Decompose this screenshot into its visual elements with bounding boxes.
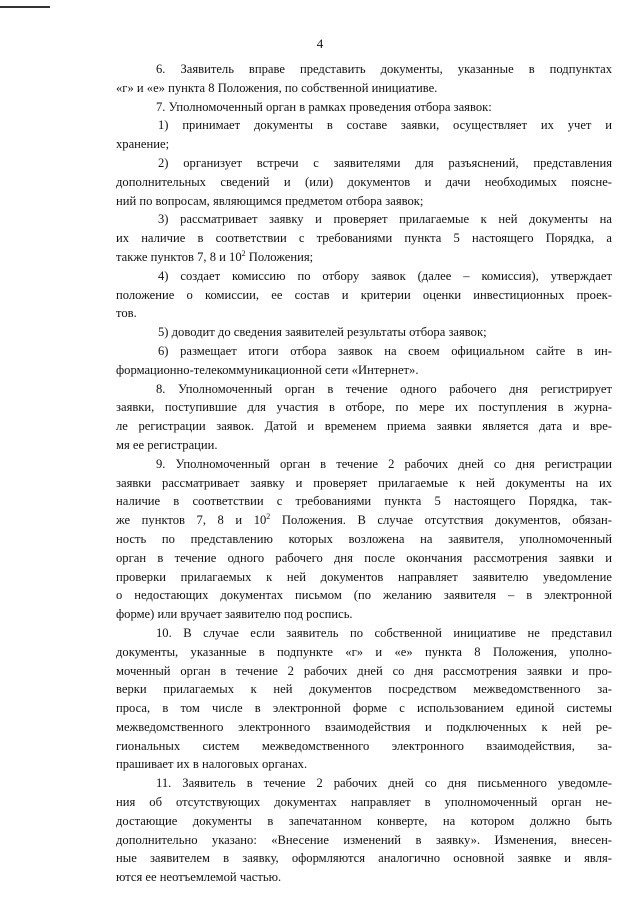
paragraph-11-line-2: ния об отсутствующих документах направляет в уполномоченный орган не- [116, 795, 612, 810]
paragraph-9-line-5: ность по представлению которых возложена на заявителя, уполномоченный [116, 531, 612, 546]
item-7-1-line-2: хранение; [116, 137, 170, 152]
paragraph-10-line-7: гиональных систем межведомственного электронного взаимодействия, за- [116, 738, 612, 753]
paragraph-11-line-6: ются ее неотъемлемой частью. [116, 870, 282, 885]
paragraph-8-line-2: заявки, поступившие для участия в отборе, по мере их поступления в журна- [116, 400, 612, 415]
paragraph-10-line-5: проса, в том числе в электронной форме с использованием единой системы [116, 701, 612, 716]
paragraph-6-line-1: 6. Заявитель вправе представить документы, указанные в подпунктах [156, 62, 612, 76]
paragraph-9-line-8: о недостающих документах письмом (по желанию заявителя – в электронной [116, 588, 612, 603]
item-7-4-line-3: тов. [116, 306, 137, 321]
superscript: 2 [266, 512, 271, 522]
paragraph-11-line-3: достающие документы в запечатанном конверте, на котором должно быть [116, 813, 612, 828]
paragraph-9-line-3: наличие в соответствии с требованиями пункта 5 настоящего Порядка, так- [116, 494, 612, 509]
item-7-3-line-3-text: также пунктов 7, 8 и 10 [116, 249, 242, 264]
item-7-6-line-2: формационно-телекоммуникационной сети «Интернет». [116, 362, 419, 377]
top-rule [0, 6, 50, 8]
paragraph-11-line-5: ные заявителем в заявку, оформляются аналогично основной заявке и явля- [116, 851, 612, 866]
paragraph-8-line-1: 8. Уполномоченный орган в течение одного рабочего дня регистрирует [156, 381, 612, 396]
page-number: 4 [316, 36, 324, 51]
item-7-3-line-3-tail: Положения; [245, 249, 314, 264]
paragraph-9-line-4 [116, 511, 612, 530]
paragraph-9-line-4-tail: Положения. В случае отсутствия документов, обязан- [270, 513, 612, 528]
item-7-4-line-2: положение о комиссии, ее состав и критерии оценки инвестиционных проек- [116, 287, 612, 302]
item-7-6-line-1: 6) размещает итоги отбора заявок на своем официальном сайте в ин- [158, 343, 612, 358]
paragraph-6-line-2: «г» и «е» пункта 8 Положения, по собственной инициативе. [116, 80, 438, 95]
paragraph-9-line-4-text: же пунктов 7, 8 и 10 [116, 513, 267, 528]
paragraph-9-line-6: орган в течение одного рабочего дня после окончания рассмотрения заявки и [116, 550, 612, 565]
item-7-3-line-2: их наличие в соответствии с требованиями пункта 5 настоящего Порядка, а [116, 231, 612, 246]
paragraph-9-line-2: заявки рассматривает заявку и проверяет прилагаемые к ней документы на их [116, 475, 612, 490]
paragraph-9-line-1: 9. Уполномоченный орган в течение 2 рабочих дней со дня регистрации [156, 456, 612, 471]
paragraph-8-line-3: ле регистрации заявок. Датой и временем приема заявки является дата и вре- [116, 419, 612, 434]
item-7-2-line-2: дополнительных сведений и (или) документов и дачи необходимых поясне- [116, 174, 612, 189]
item-7-1-line-1: 1) принимает документы в составе заявки, осуществляет их учет и [158, 118, 612, 133]
document-body [116, 60, 612, 887]
paragraph-8-line-4: мя ее регистрации. [116, 437, 218, 452]
paragraph-7-line-1: 7. Уполномоченный орган в рамках проведения отбора заявок: [156, 99, 492, 114]
paragraph-10-line-3: моченный орган в течение 2 рабочих дней со дня рассмотрения заявки и про- [116, 663, 612, 678]
paragraph-10-line-8: прашивает их в налоговых органах. [116, 757, 308, 772]
paragraph-10-line-6: межведомственного электронного взаимодействия и подключенных к ней ре- [116, 719, 612, 734]
paragraph-9-line-7: проверки прилагаемых к ней документов направляет заявителю уведомление [116, 569, 612, 584]
item-7-2-line-1: 2) организует встречи с заявителями для разъяснений, представления [158, 155, 612, 170]
paragraph-10-line-4: верки прилагаемых к ней документов посредством межведомственного за- [116, 682, 612, 697]
paragraph-10-line-2: документы, указанные в подпункте «г» и «е» пункта 8 Положения, уполно- [116, 644, 612, 659]
paragraph-9-line-9: форме) или вручает заявителю под роспись. [116, 607, 353, 622]
paragraph-11-line-1: 11. Заявитель в течение 2 рабочих дней со дня письменного уведомле- [156, 776, 612, 791]
paragraph-10-line-1: 10. В случае если заявитель по собственной инициативе не представил [156, 625, 612, 640]
paragraph-11-line-4: дополнительно указано: «Внесение изменений в заявку». Изменения, внесен- [116, 832, 612, 847]
item-7-3-line-1: 3) рассматривает заявку и проверяет прилагаемые к ней документы на [158, 212, 612, 227]
item-7-3-line-3 [116, 248, 612, 267]
superscript: 2 [241, 248, 246, 258]
item-7-4-line-1: 4) создает комиссию по отбору заявок (далее – комиссия), утверждает [158, 268, 612, 283]
item-7-2-line-3: ний по вопросам, являющимся предметом отбора заявок; [116, 193, 424, 208]
item-7-5-line-1: 5) доводит до сведения заявителей результаты отбора заявок; [158, 325, 487, 340]
